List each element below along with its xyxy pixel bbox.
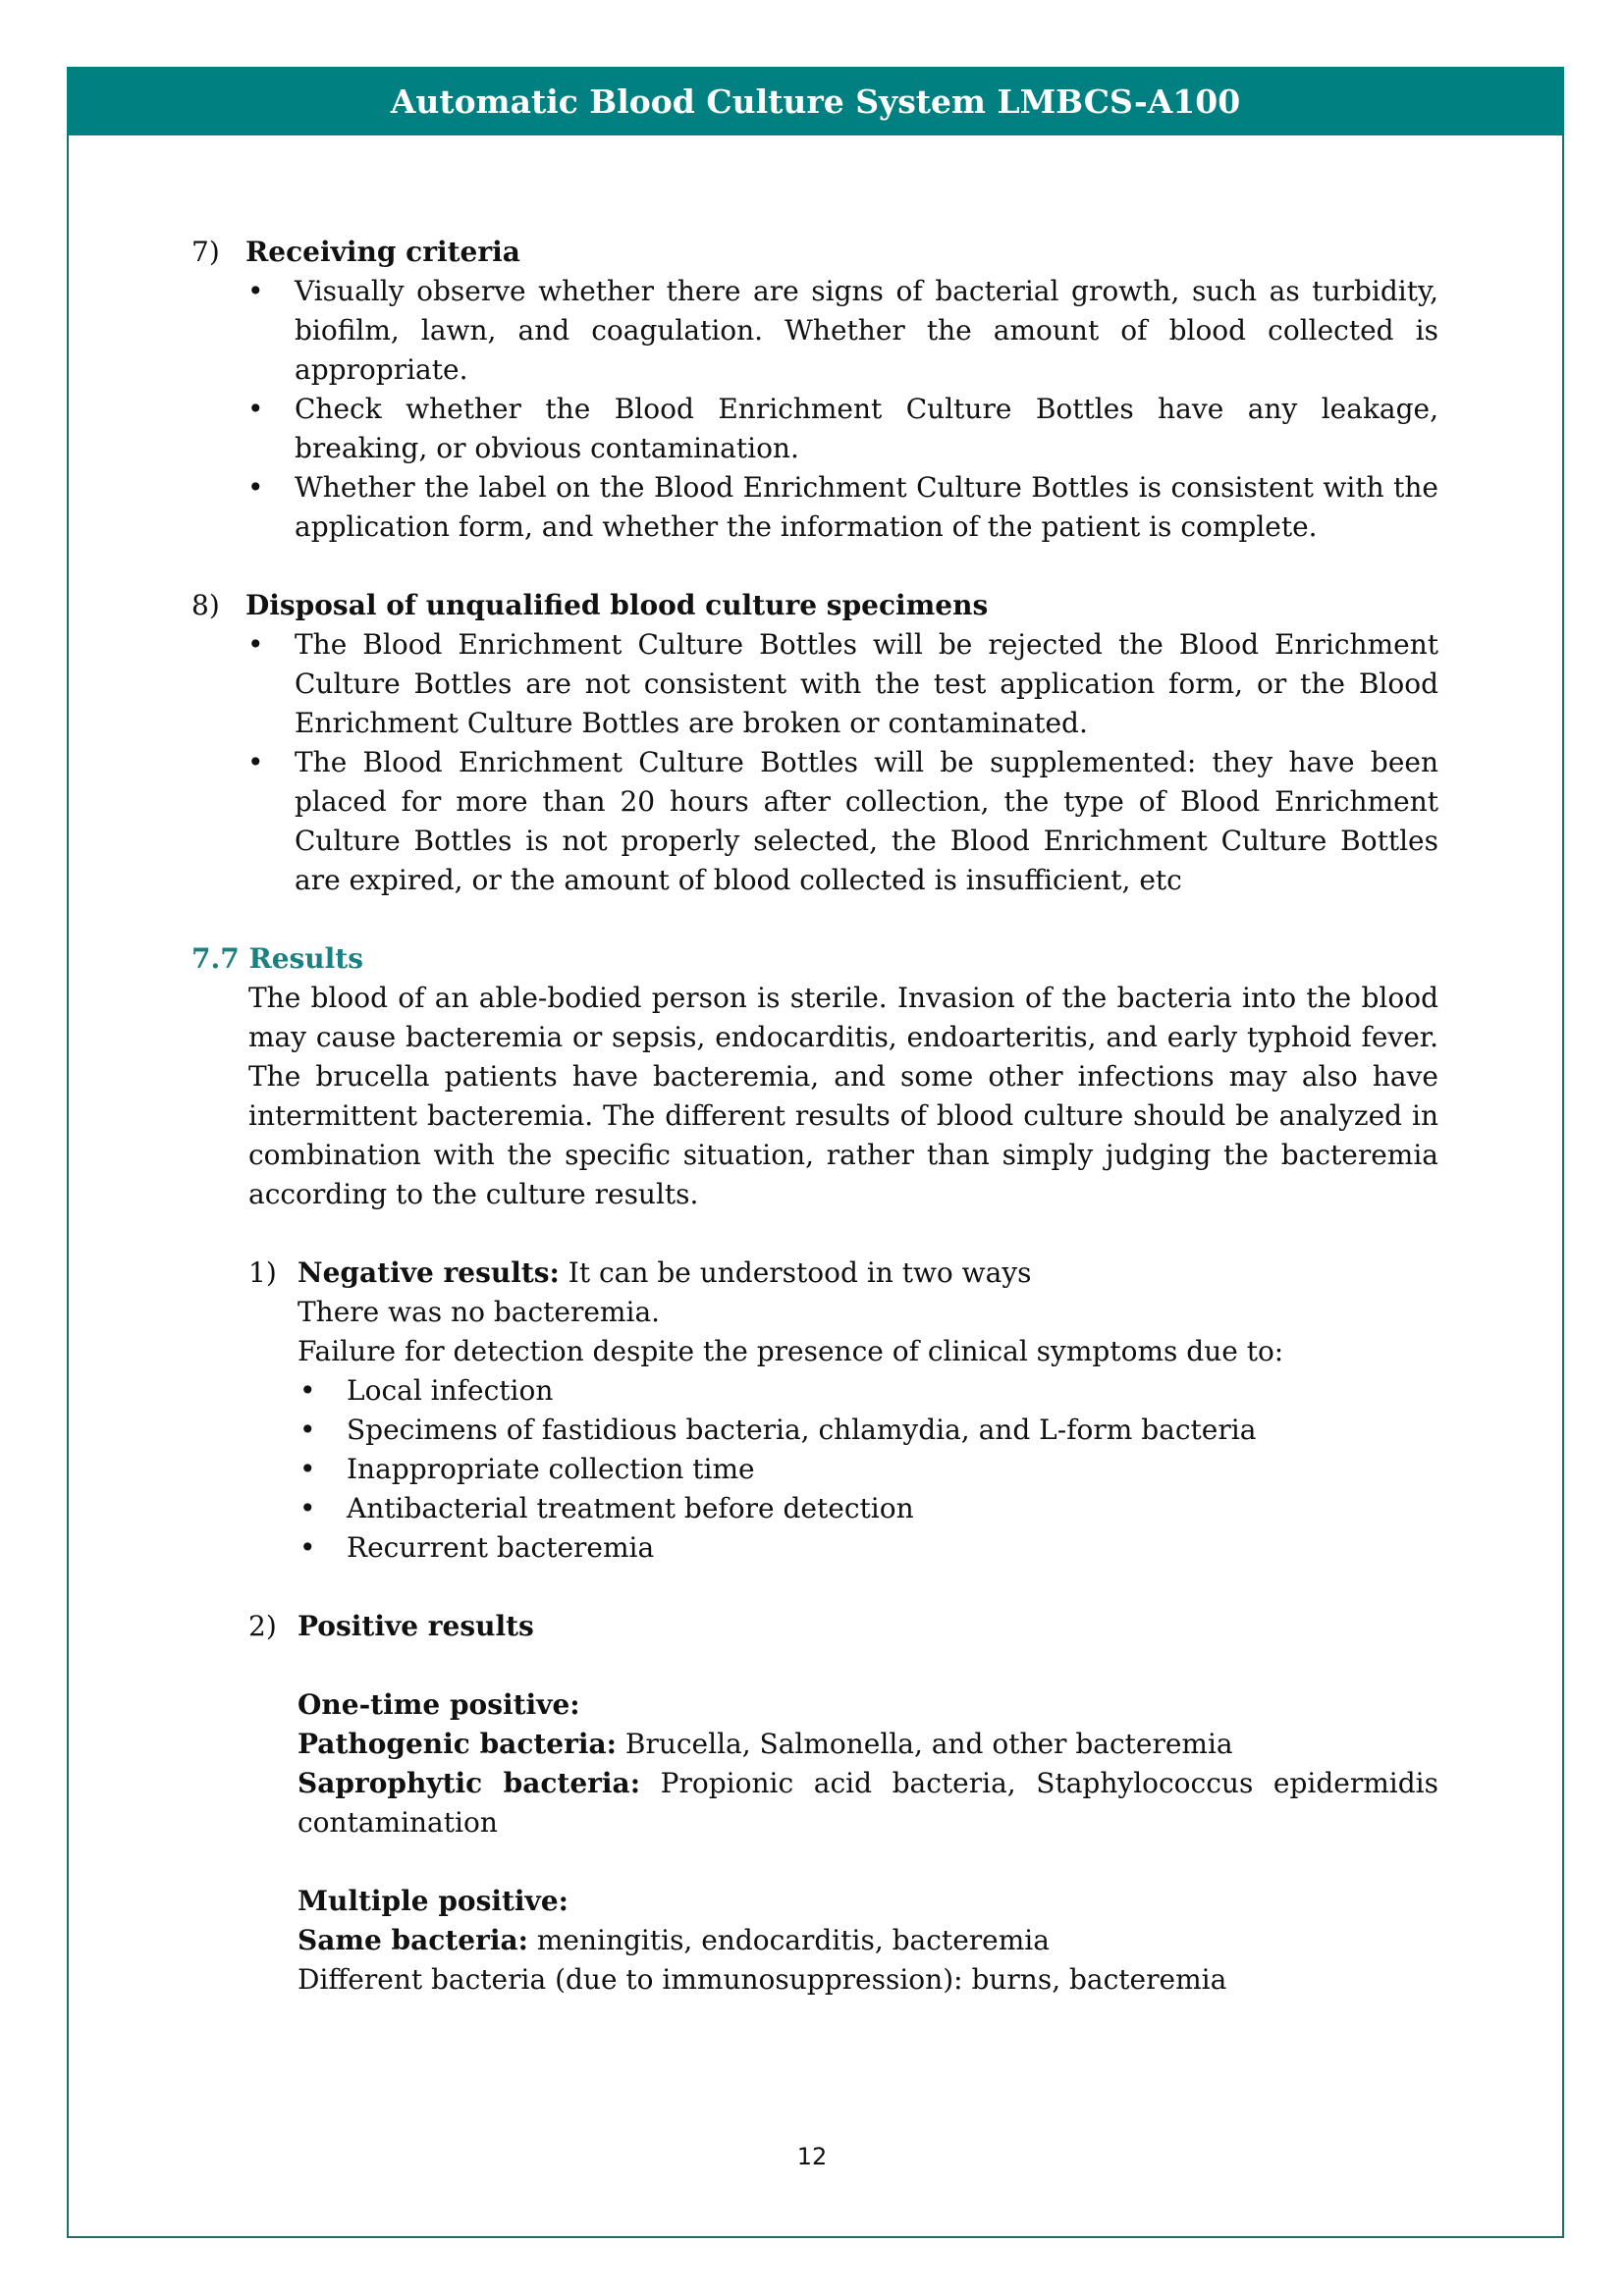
list-item: • Local infection <box>298 1371 1438 1411</box>
saprophytic-text: Propionic acid bacteria, Staphylococcus epidermidis contamination <box>298 1767 1439 1839</box>
multiple-heading: Multiple positive: <box>298 1885 568 1917</box>
negative-text: It can be understood in two ways <box>559 1256 1032 1289</box>
list-item: • The Blood Enrichment Culture Bottles will be rejected the Blood Enrichment Culture Bottles are not consistent with the test application form, or the Blood Enrichment Culture Bottles are broken or contaminated. <box>245 625 1438 743</box>
section-title: Disposal of unqualified blood culture specimens <box>245 589 989 621</box>
negative-line-2: Failure for detection despite the presence of clinical symptoms due to: <box>298 1335 1284 1367</box>
page-number: 12 <box>796 2143 828 2170</box>
section-receiving-criteria <box>191 233 1438 547</box>
list-item: • Inappropriate collection time <box>298 1450 1438 1489</box>
positive-label: Positive results <box>298 1610 534 1642</box>
pathogenic-text: Brucella, Salmonella, and other bacteremia <box>616 1728 1233 1760</box>
one-time-heading: One-time positive: <box>298 1688 580 1721</box>
negative-results-line <box>298 1254 1438 1293</box>
section-number: 8) <box>191 589 220 621</box>
section-disposal <box>191 586 1438 900</box>
bullet-list <box>245 272 1438 547</box>
section-title: Receiving criteria <box>245 236 520 268</box>
different-bacteria-line: Different bacteria (due to immunosuppression): burns, bacteremia <box>298 1963 1227 1996</box>
same-bacteria-text: meningitis, endocarditis, bacteremia <box>527 1924 1050 1956</box>
saprophytic-label: Saprophytic bacteria: <box>298 1767 641 1799</box>
list-item: • The Blood Enrichment Culture Bottles will be supplemented: they have been placed for more than 20 hours after collection, the type of Blood Enrichment Culture Bottles is not properly selected, the Blood Enrichment Culture Bottles are expired, or the amount of blood collected is insufficient, etc <box>245 743 1438 900</box>
negative-line-1: There was no bacteremia. <box>298 1296 661 1328</box>
list-item: • Specimens of fastidious bacteria, chlamydia, and L-form bacteria <box>298 1411 1438 1450</box>
item-number: 2) <box>248 1610 277 1642</box>
list-item: • Recurrent bacteremia <box>298 1528 1438 1568</box>
saprophytic-line <box>298 1764 1438 1842</box>
results-heading: 7.7 Results <box>191 942 363 975</box>
same-bacteria-label: Same bacteria: <box>298 1924 528 1956</box>
header-title: Automatic Blood Culture System LMBCS-A100 <box>390 81 1241 121</box>
list-item: • Whether the label on the Blood Enrichment Culture Bottles is consistent with the application form, and whether the information of the patient is complete. <box>245 468 1438 547</box>
item-number: 1) <box>248 1256 277 1289</box>
document-header <box>67 67 1564 135</box>
negative-results <box>191 1254 1438 1568</box>
same-bacteria-line <box>298 1921 1438 1960</box>
list-item: • Check whether the Blood Enrichment Culture Bottles have any leakage, breaking, or obvious contamination. <box>245 390 1438 468</box>
pathogenic-line <box>298 1725 1438 1764</box>
bullet-list <box>298 1371 1438 1568</box>
results-intro: The blood of an able-bodied person is sterile. Invasion of the bacteria into the blood may cause bacteremia or sepsis, endocarditis, endoarteritis, and early typhoid fever. The brucella patients have bacteremia, and some other infections may also have intermittent bacteremia. The different results of blood culture should be analyzed in combination with the specific situation, rather than simply judging the bacteremia according to the culture results. <box>248 982 1438 1210</box>
list-item: • Antibacterial treatment before detection <box>298 1489 1438 1528</box>
positive-results <box>191 1607 1438 2000</box>
list-item: • Visually observe whether there are signs of bacterial growth, such as turbidity, biofilm, lawn, and coagulation. Whether the amount of blood collected is appropriate. <box>245 272 1438 390</box>
page-content <box>191 233 1438 2000</box>
bullet-list <box>245 625 1438 900</box>
pathogenic-label: Pathogenic bacteria: <box>298 1728 617 1760</box>
negative-label: Negative results: <box>298 1256 560 1289</box>
section-number: 7) <box>191 236 220 268</box>
